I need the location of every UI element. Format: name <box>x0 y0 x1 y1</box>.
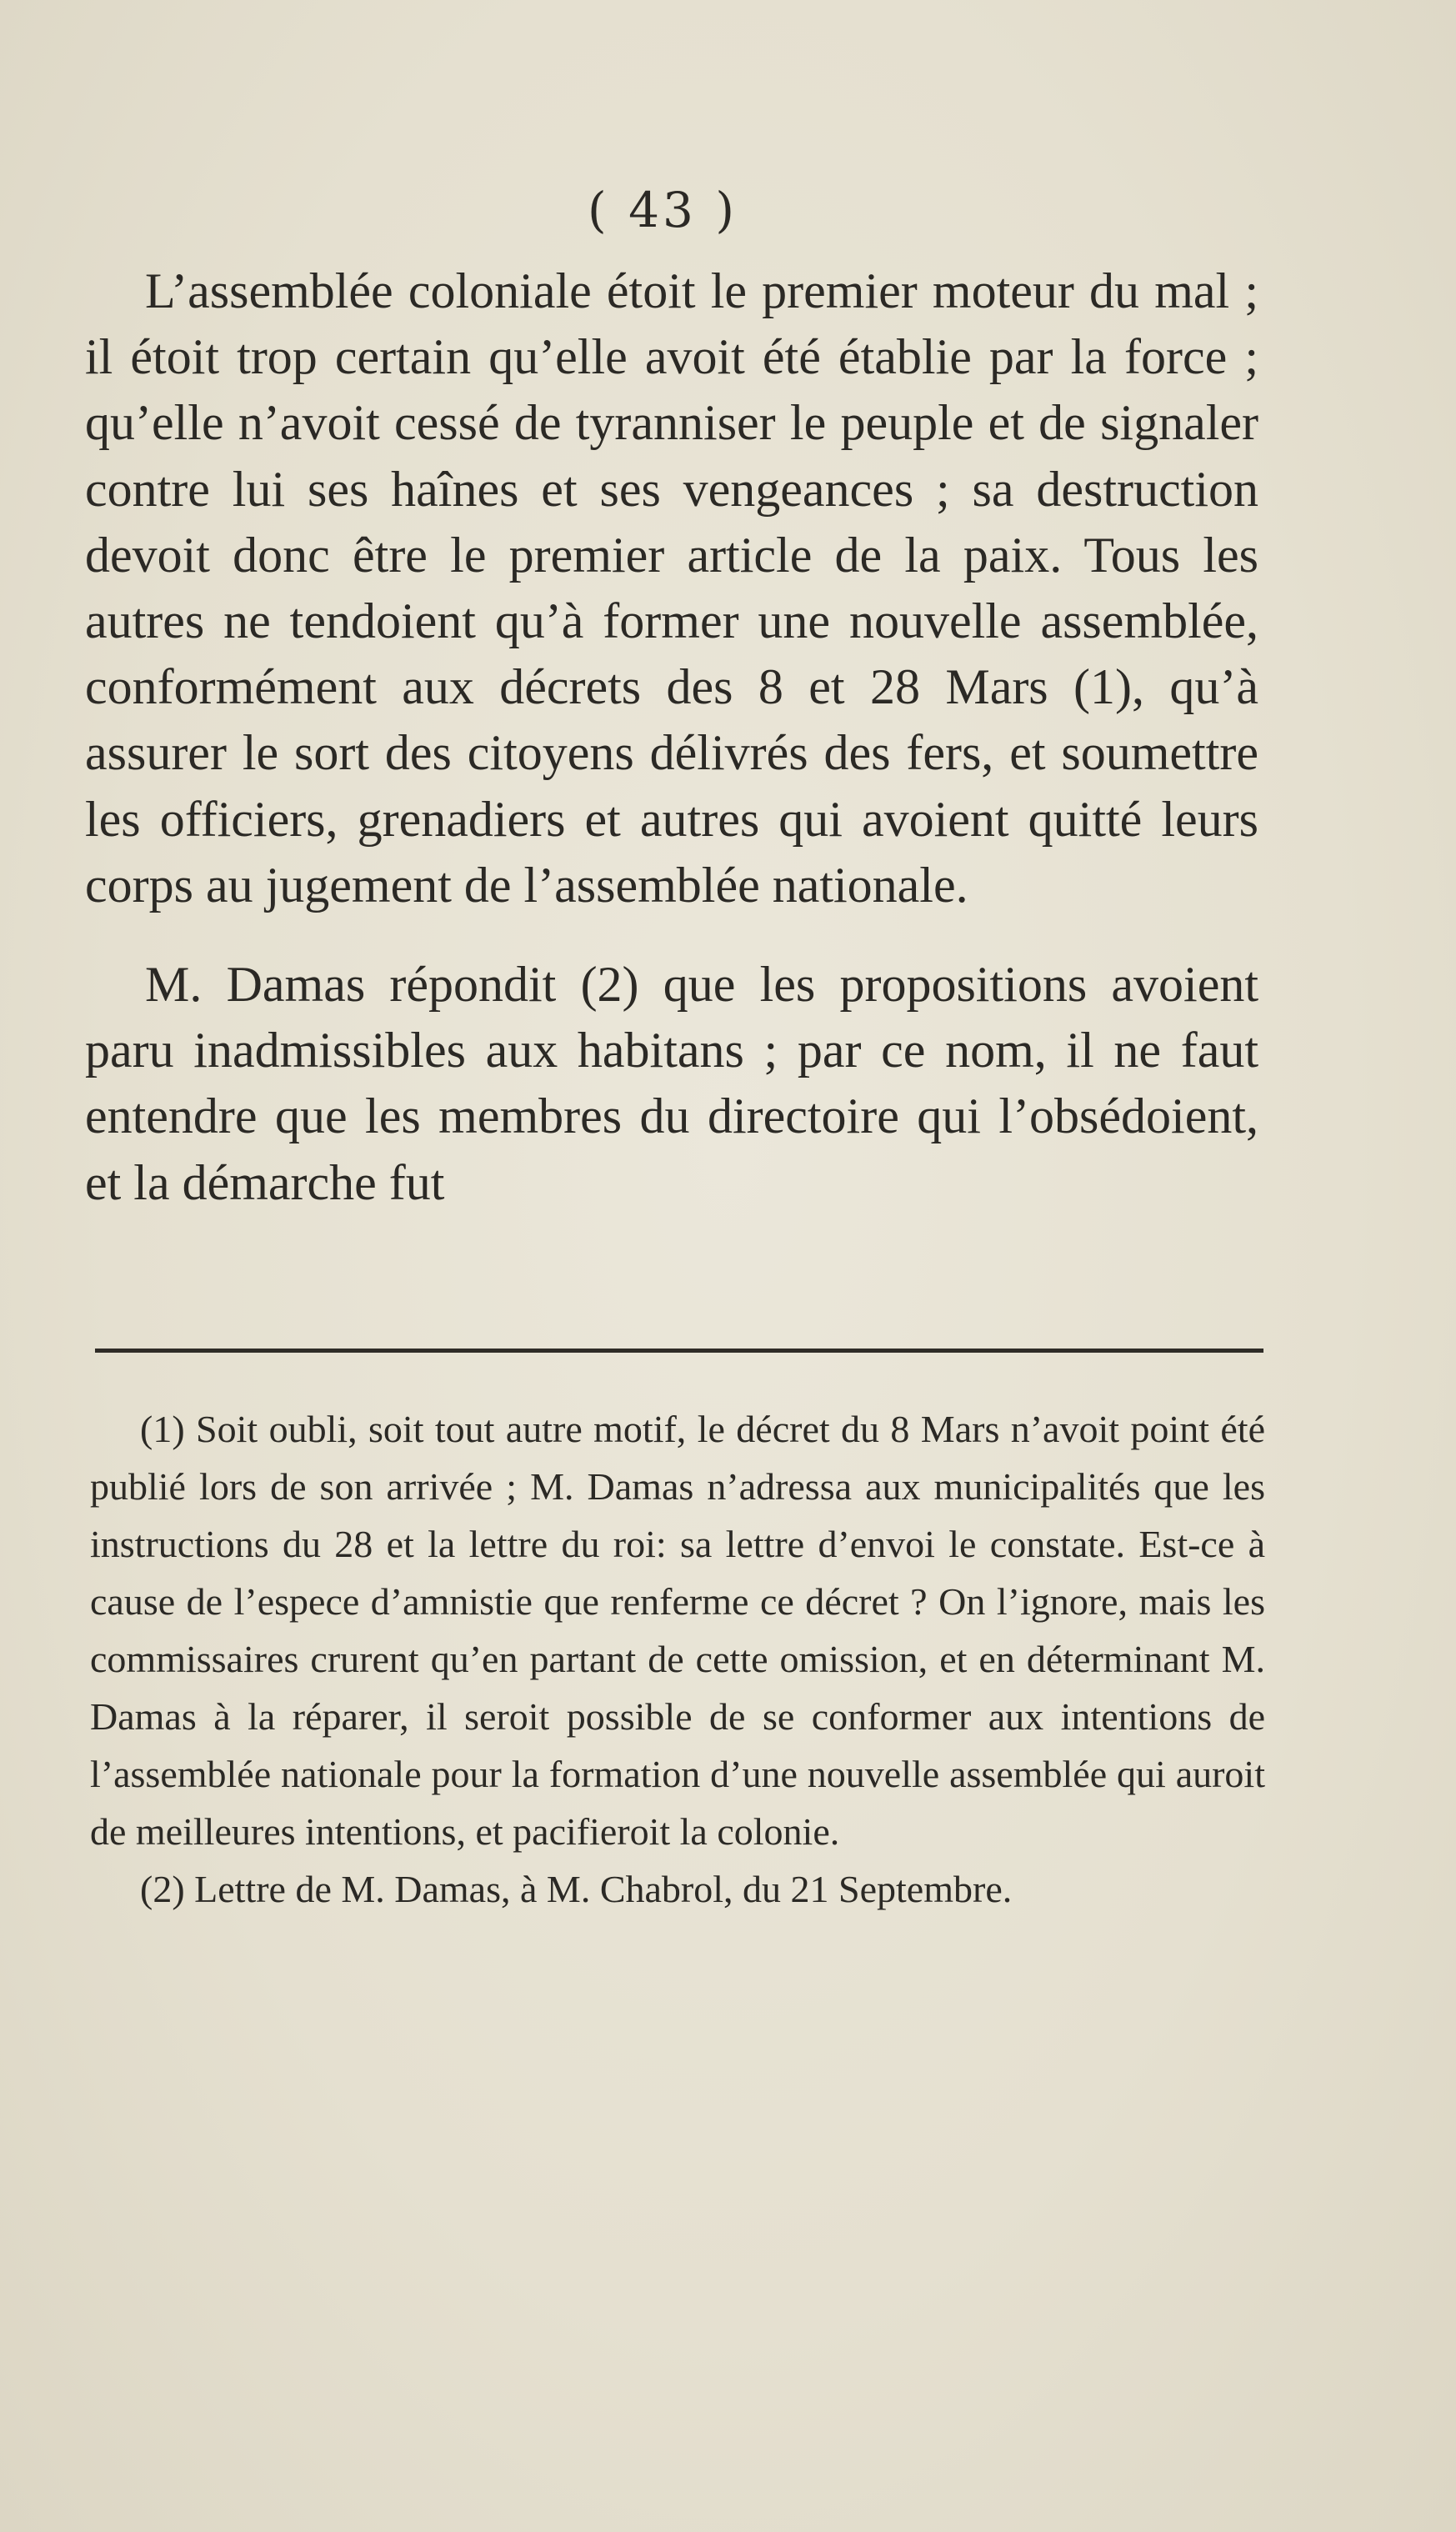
footnote-2: (2) Lettre de M. Damas, à M. Chabrol, du 21 Septembre. <box>140 1868 1013 1910</box>
paragraph-1: L’assemblée coloniale étoit le premier moteur du mal ; il étoit trop certain qu’elle avoit été établie par la force ; qu’elle n’avoit cessé de tyranniser le peuple et de signaler contre lui ses haînes et ses vengeances ; sa destruction devoit donc être le premier article de la paix. Tous les autres ne tendoient qu’à former une nouvelle assemblée, conformément aux décrets des 8 et 28 Mars (1), qu’à assurer le sort des citoyens délivrés des fers, et soumettre les officiers, grenadiers et autres qui avoient quitté leurs corps au jugement de l’assemblée nationale. <box>85 263 1258 913</box>
page-number: ( 43 ) <box>588 182 738 238</box>
footnote-divider <box>95 1349 1263 1353</box>
main-text <box>85 258 1258 1216</box>
footnotes <box>90 1400 1265 1918</box>
paragraph-2: M. Damas répondit (2) que les propositions avoient paru inadmissibles aux habitans ; par ce nom, il ne faut entendre que les membres du directoire qui l’obsédoient, et la démarche fut <box>85 957 1258 1210</box>
footnote-1: (1) Soit oubli, soit tout autre motif, le décret du 8 Mars n’avoit point été publié lors de son arrivée ; M. Damas n’adressa aux municipalités que les instructions du 28 et la lettre du roi: sa lettre d’envoi le constate. Est-ce à cause de l’espece d’amnistie que renferme ce décret ? On l’ignore, mais les commissaires crurent qu’en partant de cette omission, et en déterminant M. Damas à la réparer, il seroit possible de se conformer aux intentions de l’assemblée nationale pour la formation d’une nouvelle assemblée qui auroit de meilleures intentions, et pacifieroit la colonie. <box>90 1408 1265 1853</box>
